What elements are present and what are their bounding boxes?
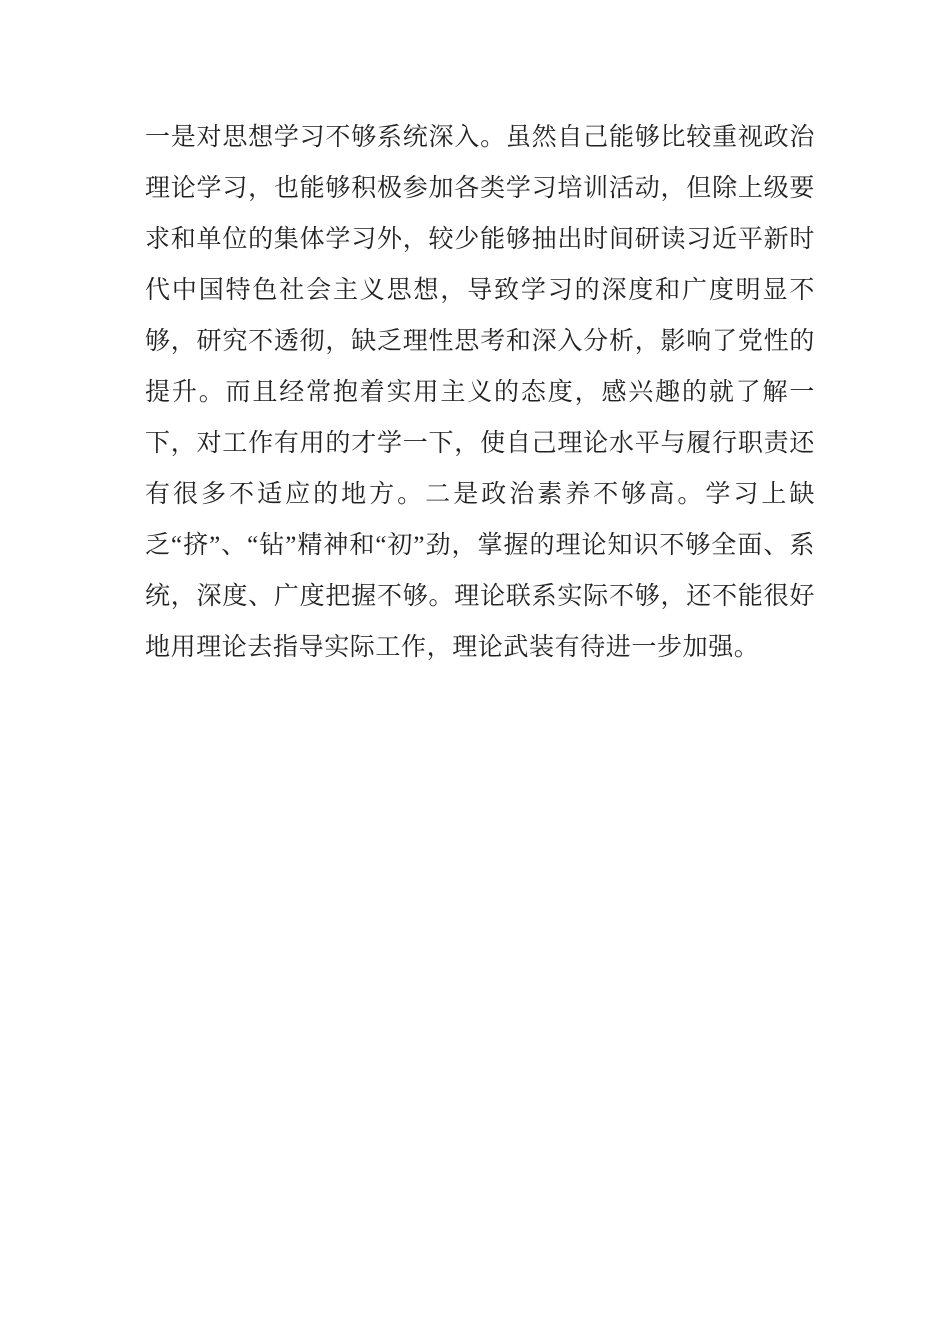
document-paragraph: 一是对思想学习不够系统深入。虽然自己能够比较重视政治理论学习，也能够积极参加各类学习培训活动，但除上级要求和单位的集体学习外，较少能够抽出时间研读习近平新时代中国特色社会主义思想，导致学习的深度和广度明显不够，研究不透彻，缺乏理性思考和深入分析，影响了党性的提升。而且经常抱着实用主义的态度，感兴趣的就了解一下，对工作有用的才学一下，使自己理论水平与履行职责还有很多不适应的地方。二是政治素养不够高。学习上缺乏“挤”、“钻”精神和“初”劲，掌握的理论知识不够全面、系统，深度、广度把握不够。理论联系实际不够，还不能很好地用理论去指导实际工作，理论武装有待进一步加强。 (145, 124, 815, 661)
